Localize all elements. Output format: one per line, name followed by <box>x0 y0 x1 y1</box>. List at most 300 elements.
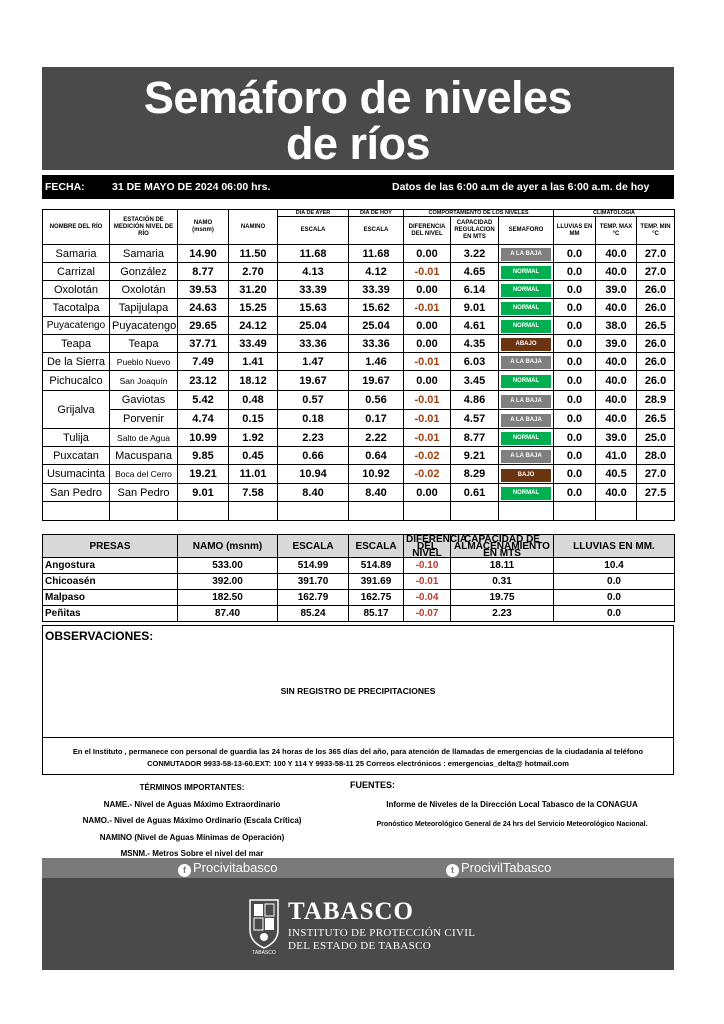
dam-scale-today: 391.69 <box>349 574 404 590</box>
dam-rainfall: 0.0 <box>554 606 675 622</box>
observations-box <box>42 625 674 775</box>
date-value: 31 DE MAYO DE 2024 06:00 hrs. <box>112 181 271 193</box>
status-badge: ABAJO <box>501 338 551 351</box>
status-badge: NORMAL <box>501 375 551 388</box>
namo-value: 23.12 <box>178 371 229 391</box>
status-badge: BAJO <box>501 469 551 482</box>
facebook-link[interactable] <box>178 860 278 877</box>
regulation-capacity: 4.65 <box>451 263 499 281</box>
namino-value: 7.58 <box>229 484 278 502</box>
namo-value: 14.90 <box>178 245 229 263</box>
namino-value: 31.20 <box>229 281 278 299</box>
rainfall-mm: 0.0 <box>554 371 596 391</box>
scale-today: 15.62 <box>349 299 404 317</box>
observations-divider <box>43 737 673 738</box>
col-escala-ayer: ESCALA <box>278 217 349 245</box>
namo-value: 24.63 <box>178 299 229 317</box>
scale-today: 1.46 <box>349 353 404 371</box>
scale-today: 33.39 <box>349 281 404 299</box>
river-name: Samaria <box>43 245 110 263</box>
important-terms <box>42 780 342 863</box>
scale-yesterday: 11.68 <box>278 245 349 263</box>
col-estacion: ESTACIÓN DE MEDICIÓN NIVEL DE RÍO <box>110 210 178 245</box>
col-rio: NOMBRE DEL RÍO <box>43 210 110 245</box>
dam-scale-yesterday: 162.79 <box>278 590 349 606</box>
regulation-capacity: 8.77 <box>451 429 499 447</box>
dam-scale-today: 514.89 <box>349 558 404 574</box>
blank-cell <box>178 502 229 521</box>
level-difference: -0.01 <box>404 410 451 429</box>
river-name: Tacotalpa <box>43 299 110 317</box>
level-difference: -0.01 <box>404 353 451 371</box>
level-difference: 0.00 <box>404 281 451 299</box>
station-name: Oxolotán <box>110 281 178 299</box>
regulation-capacity: 6.14 <box>451 281 499 299</box>
temp-max: 41.0 <box>596 447 637 465</box>
col-semaforo: SEMAFORO <box>499 217 554 245</box>
sources-title: FUENTES: <box>350 780 395 790</box>
scale-today: 4.12 <box>349 263 404 281</box>
dams-col-capacidad: CAPACIDAD DE ALMACENAMIENTO EN MTS <box>451 535 554 558</box>
traffic-light-cell <box>499 299 554 317</box>
level-difference: 0.00 <box>404 371 451 391</box>
temp-max: 40.0 <box>596 263 637 281</box>
scale-today: 33.36 <box>349 335 404 353</box>
scale-today: 0.64 <box>349 447 404 465</box>
station-name: Gaviotas <box>110 391 178 410</box>
rainfall-mm: 0.0 <box>554 335 596 353</box>
dams-col-escala-hoy: ESCALA <box>349 535 404 558</box>
river-row <box>43 465 675 484</box>
footer-subtitle-2: DEL ESTADO DE TABASCO <box>288 940 431 952</box>
dams-col-lluvias: LLUVIAS EN MM. <box>554 535 675 558</box>
col-lluvias: LLUVIAS EN MM <box>554 217 596 245</box>
facebook-icon: f <box>178 864 191 877</box>
scale-today: 10.92 <box>349 465 404 484</box>
scale-today: 19.67 <box>349 371 404 391</box>
dam-rainfall: 0.0 <box>554 590 675 606</box>
footer-logo-panel <box>42 878 674 970</box>
temp-min: 26.5 <box>637 410 675 429</box>
station-name: Samaria <box>110 245 178 263</box>
temp-min: 26.5 <box>637 317 675 335</box>
rainfall-mm: 0.0 <box>554 465 596 484</box>
regulation-capacity: 9.01 <box>451 299 499 317</box>
dam-namo: 392.00 <box>178 574 278 590</box>
scale-yesterday: 33.36 <box>278 335 349 353</box>
station-name: Puyacatengo <box>110 317 178 335</box>
date-bar <box>42 175 674 199</box>
namino-value: 11.01 <box>229 465 278 484</box>
river-row <box>43 410 675 429</box>
river-row <box>43 335 675 353</box>
title-banner <box>42 67 674 170</box>
blank-row <box>43 502 675 521</box>
col-namo: NAMO (msnm) <box>178 210 229 245</box>
col-climatologia: CLIMATOLOGIA <box>554 210 675 217</box>
traffic-light-cell <box>499 281 554 299</box>
dam-row <box>43 574 675 590</box>
dam-storage-capacity: 19.75 <box>451 590 554 606</box>
temp-max: 40.0 <box>596 410 637 429</box>
status-badge: NORMAL <box>501 487 551 500</box>
page-title-line1: Semáforo de niveles <box>143 72 573 123</box>
dam-row <box>43 606 675 622</box>
traffic-light-cell <box>499 353 554 371</box>
temp-max: 38.0 <box>596 317 637 335</box>
temp-min: 28.0 <box>637 447 675 465</box>
namino-value: 33.49 <box>229 335 278 353</box>
traffic-light-cell <box>499 263 554 281</box>
namo-value: 29.65 <box>178 317 229 335</box>
traffic-light-cell <box>499 410 554 429</box>
level-difference: 0.00 <box>404 335 451 353</box>
dam-storage-capacity: 0.31 <box>451 574 554 590</box>
scale-yesterday: 10.94 <box>278 465 349 484</box>
blank-cell <box>451 502 499 521</box>
dam-namo: 182.50 <box>178 590 278 606</box>
dam-namo: 533.00 <box>178 558 278 574</box>
regulation-capacity: 0.61 <box>451 484 499 502</box>
rainfall-mm: 0.0 <box>554 429 596 447</box>
blank-cell <box>637 502 675 521</box>
regulation-capacity: 9.21 <box>451 447 499 465</box>
rainfall-mm: 0.0 <box>554 353 596 371</box>
river-row <box>43 391 675 410</box>
temp-min: 26.0 <box>637 371 675 391</box>
namino-value: 24.12 <box>229 317 278 335</box>
namino-value: 15.25 <box>229 299 278 317</box>
observations-note <box>43 746 673 770</box>
level-difference: -0.01 <box>404 263 451 281</box>
dam-name: Peñitas <box>43 606 178 622</box>
temp-min: 26.0 <box>637 281 675 299</box>
scale-today: 25.04 <box>349 317 404 335</box>
status-badge: A LA BAJA <box>501 414 551 427</box>
river-row <box>43 281 675 299</box>
station-name: San Joaquín <box>110 371 178 391</box>
level-difference: 0.00 <box>404 317 451 335</box>
level-difference: 0.00 <box>404 484 451 502</box>
scale-yesterday: 1.47 <box>278 353 349 371</box>
dams-table <box>42 534 675 622</box>
station-name: González <box>110 263 178 281</box>
river-row <box>43 245 675 263</box>
namo-value: 19.21 <box>178 465 229 484</box>
namino-value: 0.48 <box>229 391 278 410</box>
dam-name: Chicoasén <box>43 574 178 590</box>
col-dia-ayer: DIA DE AYER <box>278 210 349 217</box>
namino-value: 2.70 <box>229 263 278 281</box>
term-namino: NAMINO (Nivel de Aguas Mínimas de Operación) <box>99 832 285 842</box>
blank-cell <box>499 502 554 521</box>
temp-min: 26.0 <box>637 353 675 371</box>
temp-min: 27.5 <box>637 484 675 502</box>
namino-value: 1.41 <box>229 353 278 371</box>
rainfall-mm: 0.0 <box>554 245 596 263</box>
traffic-light-cell <box>499 335 554 353</box>
twitter-handle: ProcivilTabasco <box>461 860 552 875</box>
twitter-link[interactable] <box>446 860 551 877</box>
scale-yesterday: 4.13 <box>278 263 349 281</box>
level-difference: -0.02 <box>404 465 451 484</box>
status-badge: NORMAL <box>501 320 551 333</box>
dam-rainfall: 10.4 <box>554 558 675 574</box>
scale-today: 0.17 <box>349 410 404 429</box>
temp-max: 40.5 <box>596 465 637 484</box>
temp-min: 27.0 <box>637 263 675 281</box>
station-name: Boca del Cerro <box>110 465 178 484</box>
observations-note-line2: CONMUTADOR 9933-58-13-60.EXT: 100 Y 114 Y 9933-58-11 25 Correos electrónicos : emergencias_delta@ hotmail.com <box>147 759 569 768</box>
level-difference: -0.01 <box>404 299 451 317</box>
rainfall-mm: 0.0 <box>554 299 596 317</box>
col-capacidad: CAPACIDAD REGULACION EN MTS <box>451 217 499 245</box>
temp-min: 26.0 <box>637 335 675 353</box>
dam-name: Malpaso <box>43 590 178 606</box>
dams-col-namo: NAMO (msnm) <box>178 535 278 558</box>
blank-cell <box>554 502 596 521</box>
blank-cell <box>404 502 451 521</box>
blank-cell <box>349 502 404 521</box>
regulation-capacity: 3.45 <box>451 371 499 391</box>
temp-max: 40.0 <box>596 371 637 391</box>
dam-level-difference: -0.07 <box>404 606 451 622</box>
status-badge: A LA BAJA <box>501 395 551 408</box>
crest-caption: TABASCO <box>252 950 276 956</box>
traffic-light-cell <box>499 391 554 410</box>
col-dia-hoy: DIA DE HOY <box>349 210 404 217</box>
date-label: FECHA: <box>45 181 85 193</box>
scale-yesterday: 25.04 <box>278 317 349 335</box>
observations-note-line1: En el Instituto , permanece con personal de guardia las 24 horas de los 365 días del año, para atención de llamadas de emergencias de la ciudadanía al teléfono <box>72 747 644 756</box>
rainfall-mm: 0.0 <box>554 447 596 465</box>
traffic-light-cell <box>499 245 554 263</box>
station-name: Teapa <box>110 335 178 353</box>
namo-value: 9.01 <box>178 484 229 502</box>
observations-text: SIN REGISTRO DE PRECIPITACIONES <box>280 686 436 696</box>
river-row <box>43 371 675 391</box>
dam-scale-today: 162.75 <box>349 590 404 606</box>
river-row <box>43 353 675 371</box>
temp-min: 26.0 <box>637 299 675 317</box>
scale-today: 8.40 <box>349 484 404 502</box>
scale-yesterday: 2.23 <box>278 429 349 447</box>
namo-value: 7.49 <box>178 353 229 371</box>
river-row <box>43 484 675 502</box>
social-bar <box>42 858 674 878</box>
rainfall-mm: 0.0 <box>554 391 596 410</box>
river-name: Puyacatengo <box>43 317 110 335</box>
col-tmax: TEMP. MAX °C <box>596 217 637 245</box>
scale-today: 2.22 <box>349 429 404 447</box>
river-name: Grijalva <box>43 391 110 429</box>
status-badge: A LA BAJA <box>501 248 551 261</box>
scale-today: 11.68 <box>349 245 404 263</box>
station-name: Porvenir <box>110 410 178 429</box>
namo-value: 4.74 <box>178 410 229 429</box>
scale-yesterday: 33.39 <box>278 281 349 299</box>
scale-yesterday: 8.40 <box>278 484 349 502</box>
rainfall-mm: 0.0 <box>554 410 596 429</box>
dam-level-difference: -0.01 <box>404 574 451 590</box>
scale-yesterday: 15.63 <box>278 299 349 317</box>
river-rows <box>43 245 675 521</box>
river-name: Carrizal <box>43 263 110 281</box>
temp-max: 39.0 <box>596 335 637 353</box>
station-name: Tapijulapa <box>110 299 178 317</box>
temp-min: 27.0 <box>637 465 675 484</box>
temp-max: 40.0 <box>596 484 637 502</box>
level-difference: -0.02 <box>404 447 451 465</box>
dams-col-diferencia: DIFERENCIA DEL NIVEL <box>404 535 451 558</box>
temp-max: 40.0 <box>596 353 637 371</box>
dam-scale-yesterday: 391.70 <box>278 574 349 590</box>
col-comportamiento: COMPORTAMIENTO DE LOS NIVELES <box>404 210 554 217</box>
station-name: San Pedro <box>110 484 178 502</box>
station-name: Pueblo Nuevo <box>110 353 178 371</box>
term-name: NAME.- Nivel de Aguas Máximo Extraordinario <box>103 799 281 809</box>
regulation-capacity: 4.86 <box>451 391 499 410</box>
temp-min: 25.0 <box>637 429 675 447</box>
blank-cell <box>110 502 178 521</box>
level-difference: -0.01 <box>404 391 451 410</box>
dam-scale-yesterday: 85.24 <box>278 606 349 622</box>
namo-value: 9.85 <box>178 447 229 465</box>
dam-row <box>43 590 675 606</box>
status-badge: NORMAL <box>501 432 551 445</box>
rainfall-mm: 0.0 <box>554 317 596 335</box>
dam-level-difference: -0.04 <box>404 590 451 606</box>
twitter-icon: t <box>446 864 459 877</box>
dams-col-escala-ayer: ESCALA <box>278 535 349 558</box>
level-difference: -0.01 <box>404 429 451 447</box>
scale-yesterday: 0.57 <box>278 391 349 410</box>
col-escala-hoy: ESCALA <box>349 217 404 245</box>
river-name: De la Sierra <box>43 353 110 371</box>
temp-max: 39.0 <box>596 281 637 299</box>
namo-value: 8.77 <box>178 263 229 281</box>
temp-max: 40.0 <box>596 245 637 263</box>
temp-min: 27.0 <box>637 245 675 263</box>
scale-yesterday: 19.67 <box>278 371 349 391</box>
footer-title: TABASCO <box>288 898 415 925</box>
terms-title: TÉRMINOS IMPORTANTES: <box>139 783 245 792</box>
regulation-capacity: 4.61 <box>451 317 499 335</box>
level-difference: 0.00 <box>404 245 451 263</box>
page-title-line2: de ríos <box>285 118 431 169</box>
river-row <box>43 263 675 281</box>
dam-storage-capacity: 2.23 <box>451 606 554 622</box>
namo-value: 5.42 <box>178 391 229 410</box>
temp-min: 28.9 <box>637 391 675 410</box>
dam-storage-capacity: 18.11 <box>451 558 554 574</box>
traffic-light-cell <box>499 317 554 335</box>
traffic-light-cell <box>499 447 554 465</box>
status-badge: NORMAL <box>501 284 551 297</box>
river-row <box>43 299 675 317</box>
namino-value: 1.92 <box>229 429 278 447</box>
status-badge: NORMAL <box>501 266 551 279</box>
rainfall-mm: 0.0 <box>554 484 596 502</box>
namo-value: 39.53 <box>178 281 229 299</box>
traffic-light-cell <box>499 371 554 391</box>
blank-cell <box>229 502 278 521</box>
blank-cell <box>596 502 637 521</box>
namino-value: 0.15 <box>229 410 278 429</box>
regulation-capacity: 4.35 <box>451 335 499 353</box>
regulation-capacity: 8.29 <box>451 465 499 484</box>
dam-row <box>43 558 675 574</box>
term-namo: NAMO.- Nivel de Aguas Máximo Ordinario (Escala Crítica) <box>82 816 302 825</box>
data-period: Datos de las 6:00 a.m de ayer a las 6:00 a.m. de hoy <box>392 181 650 193</box>
traffic-light-cell <box>499 429 554 447</box>
dam-scale-today: 85.17 <box>349 606 404 622</box>
river-row <box>43 317 675 335</box>
traffic-light-cell <box>499 484 554 502</box>
footer-subtitle-1: INSTITUTO DE PROTECCIÓN CIVIL <box>288 927 476 939</box>
scale-yesterday: 0.18 <box>278 410 349 429</box>
dam-level-difference: -0.10 <box>404 558 451 574</box>
river-name: Usumacinta <box>43 465 110 484</box>
river-row <box>43 429 675 447</box>
station-name: Macuspana <box>110 447 178 465</box>
dams-col-presas: PRESAS <box>43 535 178 558</box>
station-name: Salto de Agua <box>110 429 178 447</box>
traffic-light-cell <box>499 465 554 484</box>
namino-value: 11.50 <box>229 245 278 263</box>
dam-name: Angostura <box>43 558 178 574</box>
namino-value: 18.12 <box>229 371 278 391</box>
blank-cell <box>43 502 110 521</box>
regulation-capacity: 6.03 <box>451 353 499 371</box>
source-conagua: Informe de Niveles de la Dirección Local Tabasco de la CONAGUA <box>386 800 638 809</box>
temp-max: 40.0 <box>596 391 637 410</box>
river-name: Tulija <box>43 429 110 447</box>
source-smn: Pronóstico Meteorológico General de 24 hrs del Servicio Meteorológico Nacional. <box>376 821 648 828</box>
status-badge: A LA BAJA <box>501 356 551 369</box>
status-badge: NORMAL <box>501 302 551 315</box>
blank-cell <box>278 502 349 521</box>
regulation-capacity: 4.57 <box>451 410 499 429</box>
status-badge: A LA BAJA <box>501 450 551 463</box>
namino-value: 0.45 <box>229 447 278 465</box>
observations-title: OBSERVACIONES: <box>45 629 154 643</box>
river-name: San Pedro <box>43 484 110 502</box>
scale-yesterday: 0.66 <box>278 447 349 465</box>
rainfall-mm: 0.0 <box>554 281 596 299</box>
temp-max: 40.0 <box>596 299 637 317</box>
rivers-table <box>42 209 675 521</box>
river-name: Teapa <box>43 335 110 353</box>
river-name: Pichucalco <box>43 371 110 391</box>
col-tmin: TEMP. MIN °C <box>637 217 675 245</box>
facebook-handle: Procivitabasco <box>193 860 278 875</box>
temp-max: 39.0 <box>596 429 637 447</box>
term-msnm: MSNM.- Metros Sobre el nivel del mar <box>120 849 264 858</box>
dam-rows <box>43 558 675 622</box>
namo-value: 37.71 <box>178 335 229 353</box>
col-diferencia: DIFERENCIA DEL NIVEL <box>404 217 451 245</box>
namo-value: 10.99 <box>178 429 229 447</box>
sources <box>350 780 674 830</box>
regulation-capacity: 3.22 <box>451 245 499 263</box>
river-row <box>43 447 675 465</box>
river-name: Oxolotán <box>43 281 110 299</box>
col-namino: NAMINO <box>229 210 278 245</box>
scale-today: 0.56 <box>349 391 404 410</box>
dam-namo: 87.40 <box>178 606 278 622</box>
rainfall-mm: 0.0 <box>554 263 596 281</box>
